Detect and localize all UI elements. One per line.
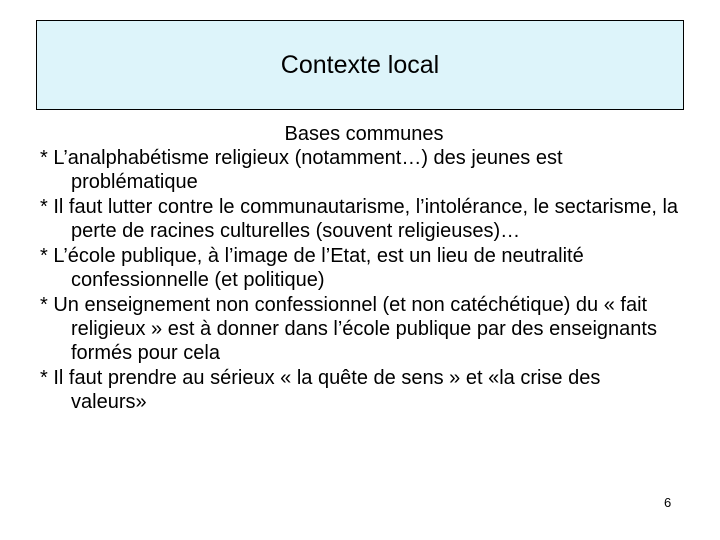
slide-title: Contexte local [280,50,440,79]
bullet-item: * L’école publique, à l’image de l’Etat, est un lieu de neutralité confessionnelle (et politique) [40,245,584,291]
slide-content [40,122,680,415]
bullet-item: * Un enseignement non confessionnel (et non catéchétique) du « fait religieux » est à donner dans l’école publique par des enseignants formés pour cela [40,294,657,364]
bullet-item: * Il faut lutter contre le communautarisme, l’intolérance, le sectarisme, la perte de racines culturelles (souvent religieuses)… [40,196,679,242]
bullet-item: * L’analphabétisme religieux (notamment…) des jeunes est problématique [40,147,563,193]
title-box [36,20,684,110]
section-heading: Bases communes [284,123,444,145]
page-number: 6 [664,495,672,510]
bullet-item: * Il faut prendre au sérieux « la quête de sens » et «la crise des valeurs» [40,367,601,413]
